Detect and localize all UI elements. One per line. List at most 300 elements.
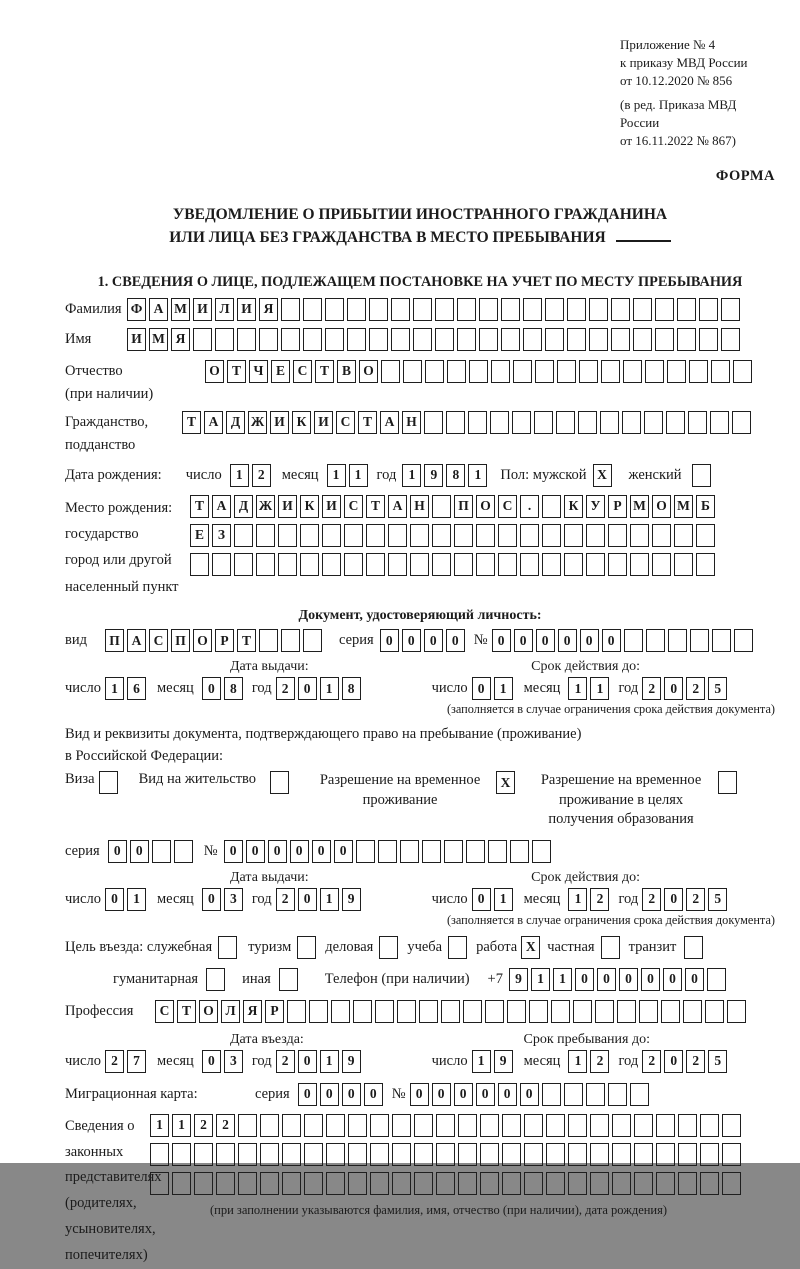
char-cell[interactable]: Я [259, 298, 278, 321]
char-cell[interactable] [674, 553, 693, 576]
char-cell[interactable] [501, 328, 520, 351]
char-cell[interactable]: М [674, 495, 693, 518]
char-cell[interactable]: 0 [664, 1050, 683, 1073]
char-cell[interactable]: 0 [424, 629, 443, 652]
char-cell[interactable]: 0 [402, 629, 421, 652]
char-cell[interactable]: . [520, 495, 539, 518]
char-cell[interactable]: 0 [298, 677, 317, 700]
char-cell[interactable]: 1 [553, 968, 572, 991]
char-cell[interactable] [722, 1114, 741, 1137]
char-cell[interactable]: И [127, 328, 146, 351]
char-cell[interactable] [546, 1114, 565, 1137]
char-cell[interactable] [573, 1000, 592, 1023]
char-cell[interactable]: 2 [194, 1114, 213, 1137]
char-cell[interactable]: Д [234, 495, 253, 518]
char-cell[interactable]: 0 [472, 677, 491, 700]
char-cell[interactable] [99, 771, 118, 794]
char-cell[interactable]: 2 [642, 888, 661, 911]
char-cell[interactable] [234, 553, 253, 576]
doc-series-cells[interactable] [380, 629, 468, 652]
char-cell[interactable] [699, 298, 718, 321]
char-cell[interactable] [700, 1172, 719, 1195]
char-cell[interactable] [256, 524, 275, 547]
char-cell[interactable]: 5 [708, 677, 727, 700]
char-cell[interactable] [325, 328, 344, 351]
char-cell[interactable]: Р [608, 495, 627, 518]
char-cell[interactable]: 7 [127, 1050, 146, 1073]
char-cell[interactable]: 9 [509, 968, 528, 991]
char-cell[interactable] [344, 553, 363, 576]
char-cell[interactable] [297, 936, 316, 959]
birth-month-cells[interactable] [327, 464, 371, 487]
char-cell[interactable] [216, 1172, 235, 1195]
char-cell[interactable]: В [337, 360, 356, 383]
char-cell[interactable]: 6 [127, 677, 146, 700]
char-cell[interactable] [624, 629, 643, 652]
residence-issue-year-cells[interactable] [276, 888, 364, 911]
char-cell[interactable]: 0 [446, 629, 465, 652]
char-cell[interactable]: 1 [327, 464, 346, 487]
char-cell[interactable] [370, 1114, 389, 1137]
char-cell[interactable] [347, 298, 366, 321]
char-cell[interactable] [366, 524, 385, 547]
char-cell[interactable] [469, 360, 488, 383]
char-cell[interactable]: 0 [130, 840, 149, 863]
char-cell[interactable] [480, 1172, 499, 1195]
char-cell[interactable] [425, 360, 444, 383]
char-cell[interactable]: О [359, 360, 378, 383]
char-cell[interactable] [435, 328, 454, 351]
char-cell[interactable] [590, 1143, 609, 1166]
char-cell[interactable] [498, 553, 517, 576]
char-cell[interactable] [300, 524, 319, 547]
char-cell[interactable]: Т [182, 411, 201, 434]
char-cell[interactable] [546, 1143, 565, 1166]
doc-type-cells[interactable] [105, 629, 325, 652]
char-cell[interactable] [630, 524, 649, 547]
char-cell[interactable]: Р [215, 629, 234, 652]
char-cell[interactable]: С [293, 360, 312, 383]
doc-issue-day-cells[interactable] [105, 677, 149, 700]
char-cell[interactable]: А [149, 298, 168, 321]
char-cell[interactable]: 0 [498, 1083, 517, 1106]
char-cell[interactable] [282, 1143, 301, 1166]
char-cell[interactable] [633, 298, 652, 321]
char-cell[interactable] [734, 629, 753, 652]
char-cell[interactable] [656, 1172, 675, 1195]
char-cell[interactable]: Е [271, 360, 290, 383]
stay-month-cells[interactable] [568, 1050, 612, 1073]
char-cell[interactable] [545, 298, 564, 321]
char-cell[interactable]: 2 [276, 677, 295, 700]
char-cell[interactable] [206, 968, 225, 991]
char-cell[interactable] [278, 553, 297, 576]
char-cell[interactable] [524, 1114, 543, 1137]
char-cell[interactable]: 2 [276, 1050, 295, 1073]
char-cell[interactable]: И [237, 298, 256, 321]
char-cell[interactable] [733, 360, 752, 383]
char-cell[interactable]: 2 [686, 677, 705, 700]
migration-number-cells[interactable] [410, 1083, 652, 1106]
char-cell[interactable] [447, 360, 466, 383]
char-cell[interactable] [194, 1172, 213, 1195]
char-cell[interactable] [344, 524, 363, 547]
purpose-humanitarian-checkbox[interactable] [206, 968, 228, 991]
char-cell[interactable]: 1 [320, 677, 339, 700]
char-cell[interactable] [432, 524, 451, 547]
char-cell[interactable]: 0 [664, 677, 683, 700]
char-cell[interactable]: 1 [127, 888, 146, 911]
char-cell[interactable] [656, 1114, 675, 1137]
char-cell[interactable] [661, 1000, 680, 1023]
entry-month-cells[interactable] [202, 1050, 246, 1073]
char-cell[interactable] [645, 360, 664, 383]
char-cell[interactable] [545, 328, 564, 351]
char-cell[interactable]: 0 [663, 968, 682, 991]
char-cell[interactable] [524, 1172, 543, 1195]
char-cell[interactable] [300, 553, 319, 576]
char-cell[interactable]: Л [215, 298, 234, 321]
birth-place-row3[interactable] [190, 553, 718, 576]
char-cell[interactable]: 1 [105, 677, 124, 700]
char-cell[interactable] [216, 1143, 235, 1166]
residence-number-cells[interactable] [224, 840, 554, 863]
char-cell[interactable]: 2 [686, 888, 705, 911]
residence-valid-year-cells[interactable] [642, 888, 730, 911]
char-cell[interactable] [281, 629, 300, 652]
visa-checkbox[interactable] [99, 771, 121, 794]
char-cell[interactable] [172, 1143, 191, 1166]
char-cell[interactable] [366, 553, 385, 576]
char-cell[interactable]: С [498, 495, 517, 518]
char-cell[interactable] [567, 298, 586, 321]
char-cell[interactable]: 0 [602, 629, 621, 652]
char-cell[interactable] [392, 1172, 411, 1195]
char-cell[interactable] [568, 1114, 587, 1137]
char-cell[interactable]: 2 [642, 677, 661, 700]
char-cell[interactable]: Е [190, 524, 209, 547]
doc-issue-year-cells[interactable] [276, 677, 364, 700]
birth-day-cells[interactable] [230, 464, 274, 487]
char-cell[interactable]: Т [237, 629, 256, 652]
char-cell[interactable] [436, 1114, 455, 1137]
char-cell[interactable]: З [212, 524, 231, 547]
char-cell[interactable]: С [149, 629, 168, 652]
char-cell[interactable]: М [630, 495, 649, 518]
char-cell[interactable] [347, 328, 366, 351]
stay-day-cells[interactable] [472, 1050, 516, 1073]
char-cell[interactable] [678, 1114, 697, 1137]
char-cell[interactable] [259, 328, 278, 351]
char-cell[interactable] [564, 524, 583, 547]
purpose-other-checkbox[interactable] [279, 968, 301, 991]
char-cell[interactable]: 9 [342, 1050, 361, 1073]
char-cell[interactable] [457, 298, 476, 321]
char-cell[interactable] [480, 1114, 499, 1137]
char-cell[interactable] [193, 328, 212, 351]
char-cell[interactable]: 0 [536, 629, 555, 652]
char-cell[interactable] [282, 1172, 301, 1195]
residence-issue-month-cells[interactable] [202, 888, 246, 911]
char-cell[interactable] [259, 629, 278, 652]
char-cell[interactable] [150, 1172, 169, 1195]
char-cell[interactable]: О [652, 495, 671, 518]
temp-permit-checkbox[interactable] [496, 771, 518, 794]
char-cell[interactable] [556, 411, 575, 434]
char-cell[interactable] [326, 1172, 345, 1195]
char-cell[interactable] [542, 553, 561, 576]
char-cell[interactable] [281, 328, 300, 351]
char-cell[interactable] [457, 328, 476, 351]
char-cell[interactable]: Ф [127, 298, 146, 321]
char-cell[interactable] [612, 1143, 631, 1166]
char-cell[interactable]: 1 [590, 677, 609, 700]
char-cell[interactable] [601, 936, 620, 959]
char-cell[interactable] [611, 298, 630, 321]
char-cell[interactable] [700, 1114, 719, 1137]
char-cell[interactable] [491, 360, 510, 383]
char-cell[interactable]: П [171, 629, 190, 652]
char-cell[interactable] [479, 298, 498, 321]
char-cell[interactable] [356, 840, 375, 863]
char-cell[interactable]: А [212, 495, 231, 518]
char-cell[interactable] [424, 411, 443, 434]
char-cell[interactable] [564, 1083, 583, 1106]
char-cell[interactable]: 0 [298, 1083, 317, 1106]
char-cell[interactable] [370, 1143, 389, 1166]
char-cell[interactable] [652, 553, 671, 576]
char-cell[interactable] [174, 840, 193, 863]
char-cell[interactable] [436, 1172, 455, 1195]
char-cell[interactable]: 0 [597, 968, 616, 991]
char-cell[interactable] [644, 411, 663, 434]
char-cell[interactable]: А [127, 629, 146, 652]
char-cell[interactable]: 1 [468, 464, 487, 487]
char-cell[interactable]: 0 [334, 840, 353, 863]
char-cell[interactable] [512, 411, 531, 434]
char-cell[interactable]: 1 [472, 1050, 491, 1073]
char-cell[interactable]: М [171, 298, 190, 321]
char-cell[interactable] [579, 360, 598, 383]
char-cell[interactable] [721, 328, 740, 351]
char-cell[interactable]: 2 [276, 888, 295, 911]
char-cell[interactable] [507, 1000, 526, 1023]
char-cell[interactable]: 0 [575, 968, 594, 991]
char-cell[interactable] [322, 524, 341, 547]
birth-place-row1[interactable] [190, 495, 718, 518]
char-cell[interactable] [353, 1000, 372, 1023]
char-cell[interactable] [325, 298, 344, 321]
char-cell[interactable]: 1 [531, 968, 550, 991]
char-cell[interactable] [690, 629, 709, 652]
char-cell[interactable]: И [314, 411, 333, 434]
purpose-study-checkbox[interactable] [448, 936, 470, 959]
char-cell[interactable] [279, 968, 298, 991]
citizenship-cells[interactable] [182, 411, 754, 434]
char-cell[interactable] [688, 411, 707, 434]
char-cell[interactable] [278, 524, 297, 547]
char-cell[interactable] [303, 629, 322, 652]
char-cell[interactable] [498, 524, 517, 547]
sex-male-checkbox[interactable] [593, 464, 615, 487]
char-cell[interactable] [432, 495, 451, 518]
char-cell[interactable] [568, 1172, 587, 1195]
char-cell[interactable] [375, 1000, 394, 1023]
char-cell[interactable] [480, 1143, 499, 1166]
char-cell[interactable] [303, 298, 322, 321]
char-cell[interactable] [441, 1000, 460, 1023]
char-cell[interactable] [600, 411, 619, 434]
char-cell[interactable]: 0 [224, 840, 243, 863]
profession-cells[interactable] [155, 1000, 749, 1023]
char-cell[interactable] [391, 328, 410, 351]
char-cell[interactable] [523, 328, 542, 351]
char-cell[interactable] [595, 1000, 614, 1023]
char-cell[interactable] [458, 1114, 477, 1137]
char-cell[interactable] [466, 840, 485, 863]
migration-series-cells[interactable] [298, 1083, 386, 1106]
char-cell[interactable]: С [344, 495, 363, 518]
char-cell[interactable] [646, 629, 665, 652]
purpose-official-checkbox[interactable] [218, 936, 240, 959]
char-cell[interactable]: 1 [568, 1050, 587, 1073]
char-cell[interactable]: Д [226, 411, 245, 434]
char-cell[interactable] [379, 936, 398, 959]
char-cell[interactable]: Т [190, 495, 209, 518]
char-cell[interactable]: 9 [424, 464, 443, 487]
char-cell[interactable]: 0 [514, 629, 533, 652]
char-cell[interactable] [435, 298, 454, 321]
char-cell[interactable] [432, 553, 451, 576]
char-cell[interactable] [520, 524, 539, 547]
char-cell[interactable]: И [193, 298, 212, 321]
char-cell[interactable] [488, 840, 507, 863]
char-cell[interactable] [303, 328, 322, 351]
char-cell[interactable] [634, 1143, 653, 1166]
char-cell[interactable] [534, 411, 553, 434]
char-cell[interactable] [501, 298, 520, 321]
char-cell[interactable] [388, 553, 407, 576]
char-cell[interactable]: 1 [230, 464, 249, 487]
char-cell[interactable] [446, 411, 465, 434]
char-cell[interactable] [684, 936, 703, 959]
char-cell[interactable] [674, 524, 693, 547]
char-cell[interactable] [194, 1143, 213, 1166]
char-cell[interactable] [586, 1083, 605, 1106]
char-cell[interactable] [410, 524, 429, 547]
char-cell[interactable] [392, 1114, 411, 1137]
char-cell[interactable] [630, 553, 649, 576]
char-cell[interactable] [696, 524, 715, 547]
char-cell[interactable]: 0 [685, 968, 704, 991]
char-cell[interactable] [413, 328, 432, 351]
char-cell[interactable]: 0 [364, 1083, 383, 1106]
char-cell[interactable]: О [199, 1000, 218, 1023]
char-cell[interactable]: 0 [492, 629, 511, 652]
char-cell[interactable] [172, 1172, 191, 1195]
char-cell[interactable]: Ч [249, 360, 268, 383]
char-cell[interactable] [490, 411, 509, 434]
char-cell[interactable] [586, 524, 605, 547]
char-cell[interactable] [212, 553, 231, 576]
char-cell[interactable] [476, 553, 495, 576]
char-cell[interactable]: И [278, 495, 297, 518]
char-cell[interactable] [623, 360, 642, 383]
char-cell[interactable] [238, 1172, 257, 1195]
char-cell[interactable] [468, 411, 487, 434]
char-cell[interactable] [639, 1000, 658, 1023]
char-cell[interactable]: 0 [202, 677, 221, 700]
char-cell[interactable]: 2 [590, 888, 609, 911]
char-cell[interactable] [692, 464, 711, 487]
char-cell[interactable]: 2 [590, 1050, 609, 1073]
char-cell[interactable] [612, 1172, 631, 1195]
char-cell[interactable] [348, 1143, 367, 1166]
char-cell[interactable]: 0 [664, 888, 683, 911]
char-cell[interactable]: 0 [312, 840, 331, 863]
char-cell[interactable]: 0 [246, 840, 265, 863]
char-cell[interactable] [630, 1083, 649, 1106]
char-cell[interactable] [348, 1114, 367, 1137]
purpose-work-checkbox[interactable] [521, 936, 543, 959]
char-cell[interactable] [608, 1083, 627, 1106]
char-cell[interactable] [422, 840, 441, 863]
char-cell[interactable] [727, 1000, 746, 1023]
char-cell[interactable] [270, 771, 289, 794]
representatives-row3[interactable] [150, 1172, 744, 1195]
char-cell[interactable] [699, 328, 718, 351]
char-cell[interactable]: И [322, 495, 341, 518]
char-cell[interactable] [237, 328, 256, 351]
char-cell[interactable]: 2 [686, 1050, 705, 1073]
char-cell[interactable]: 2 [216, 1114, 235, 1137]
char-cell[interactable] [378, 840, 397, 863]
doc-valid-day-cells[interactable] [472, 677, 516, 700]
char-cell[interactable] [414, 1143, 433, 1166]
char-cell[interactable]: 0 [619, 968, 638, 991]
char-cell[interactable]: О [205, 360, 224, 383]
char-cell[interactable] [463, 1000, 482, 1023]
stay-year-cells[interactable] [642, 1050, 730, 1073]
char-cell[interactable] [732, 411, 751, 434]
char-cell[interactable] [696, 553, 715, 576]
char-cell[interactable]: X [496, 771, 515, 794]
char-cell[interactable] [454, 553, 473, 576]
char-cell[interactable] [326, 1143, 345, 1166]
char-cell[interactable] [444, 840, 463, 863]
char-cell[interactable] [634, 1114, 653, 1137]
char-cell[interactable] [634, 1172, 653, 1195]
char-cell[interactable] [722, 1143, 741, 1166]
char-cell[interactable]: Я [243, 1000, 262, 1023]
edu-permit-checkbox[interactable] [718, 771, 740, 794]
char-cell[interactable] [711, 360, 730, 383]
char-cell[interactable] [601, 360, 620, 383]
char-cell[interactable]: 0 [410, 1083, 429, 1106]
char-cell[interactable]: Т [227, 360, 246, 383]
char-cell[interactable] [458, 1172, 477, 1195]
char-cell[interactable] [397, 1000, 416, 1023]
char-cell[interactable]: 0 [290, 840, 309, 863]
surname-cells[interactable] [127, 298, 743, 321]
char-cell[interactable] [586, 553, 605, 576]
char-cell[interactable]: Ж [248, 411, 267, 434]
doc-valid-year-cells[interactable] [642, 677, 730, 700]
char-cell[interactable] [369, 328, 388, 351]
char-cell[interactable] [448, 936, 467, 959]
char-cell[interactable]: 0 [558, 629, 577, 652]
residence-permit-checkbox[interactable] [270, 771, 292, 794]
